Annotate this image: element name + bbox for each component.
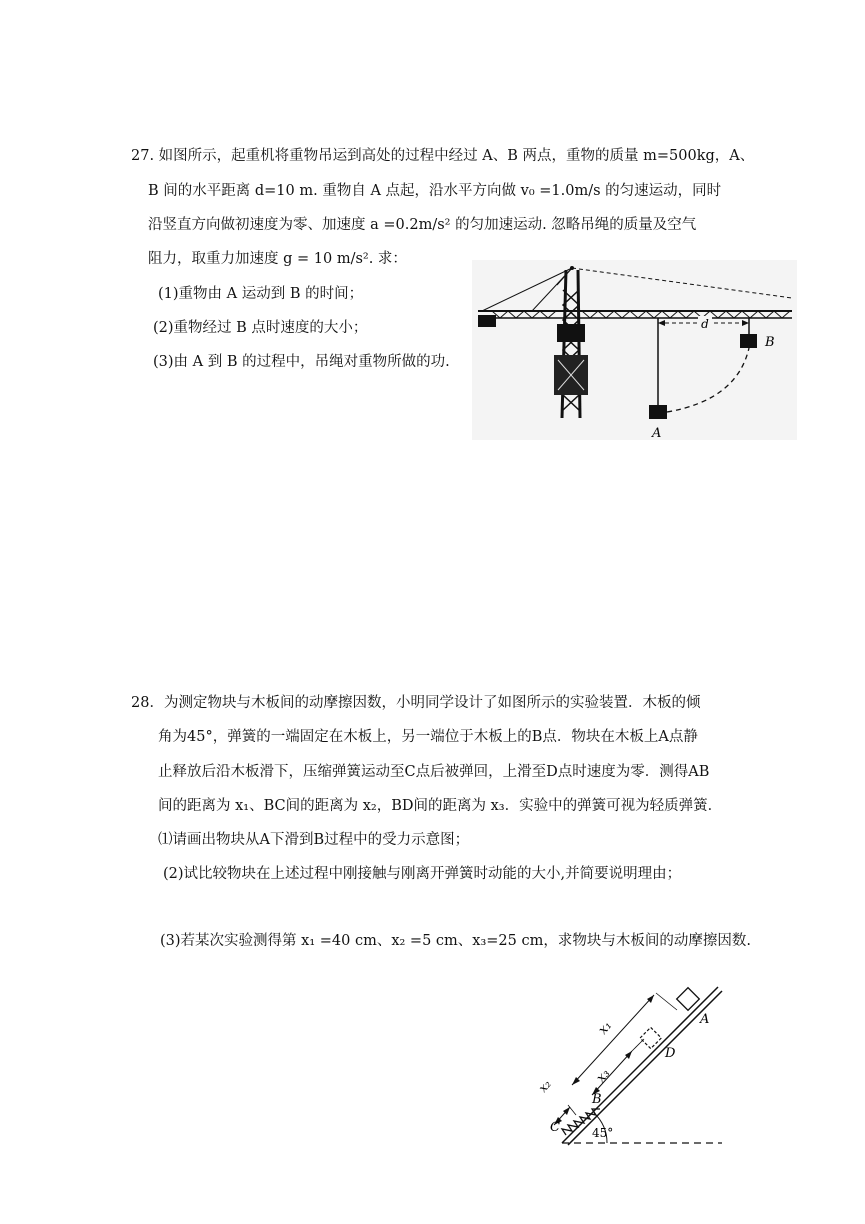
q27-subq-1: (1)重物由 A 运动到 B 的时间；: [158, 286, 364, 302]
crane-figure: [472, 260, 797, 440]
q27-subq-3: (3)由 A 到 B 的过程中，吊绳对重物所做的功.: [153, 354, 450, 370]
crane-label-d: d: [701, 317, 709, 331]
incline-label-x3: x₃: [593, 1066, 614, 1086]
q28-line-4: 间的距离为 x₁、BC间的距离为 x₂，BD间的距离为 x₃．实验中的弹簧可视为轻质弹簧．: [158, 798, 723, 814]
q27-line-3: 沿竖直方向做初速度为零、加速度 a =0.2m/s² 的匀加速运动. 忽略吊绳的质量及空气: [148, 217, 697, 233]
incline-label-x1: x₁: [595, 1018, 616, 1038]
incline-label-c: C: [550, 1120, 560, 1135]
q28-subq-2: (2)试比较物块在上述过程中刚接触与刚离开弹簧时动能的大小,并简要说明理由；: [163, 866, 682, 882]
q28-subq-3: (3)若某次实验测得第 x₁ =40 cm、x₂ =5 cm、x₃=25 cm，求物块与木板间的动摩擦因数.: [160, 933, 751, 949]
q28-line-1: 28．为测定物块与木板间的动摩擦因数，小明同学设计了如图所示的实验装置．木板的倾: [131, 695, 701, 711]
incline-figure: [532, 975, 732, 1150]
incline-label-a: A: [700, 1012, 710, 1027]
q28-subq-1: ⑴请画出物块从A下滑到B过程中的受力示意图；: [158, 832, 470, 848]
q27-subq-2: (2)重物经过 B 点时速度的大小；: [153, 320, 368, 336]
crane-label-b: B: [765, 335, 775, 350]
incline-label-b: B: [592, 1092, 602, 1107]
incline-label-d: D: [665, 1046, 676, 1061]
incline-label-x2: x₂: [535, 1077, 554, 1095]
q27-line-1: 27. 如图所示，起重机将重物吊运到高处的过程中经过 A、B 两点，重物的质量 m=500kg，A、: [131, 148, 755, 164]
q27-line-4: 阻力，取重力加速度 g = 10 m/s². 求：: [148, 251, 407, 267]
q27-line-2: B 间的水平距离 d=10 m. 重物自 A 点起，沿水平方向做 v₀ =1.0m/s 的匀速运动，同时: [148, 183, 722, 199]
crane-label-a: A: [652, 426, 662, 440]
q28-line-2: 角为45°，弹簧的一端固定在木板上，另一端位于木板上的B点．物块在木板上A点静: [158, 729, 698, 745]
q28-line-3: 止释放后沿木板滑下，压缩弹簧运动至C点后被弹回，上滑至D点时速度为零．测得AB: [158, 764, 710, 780]
incline-label-angle: 45°: [592, 1126, 614, 1140]
